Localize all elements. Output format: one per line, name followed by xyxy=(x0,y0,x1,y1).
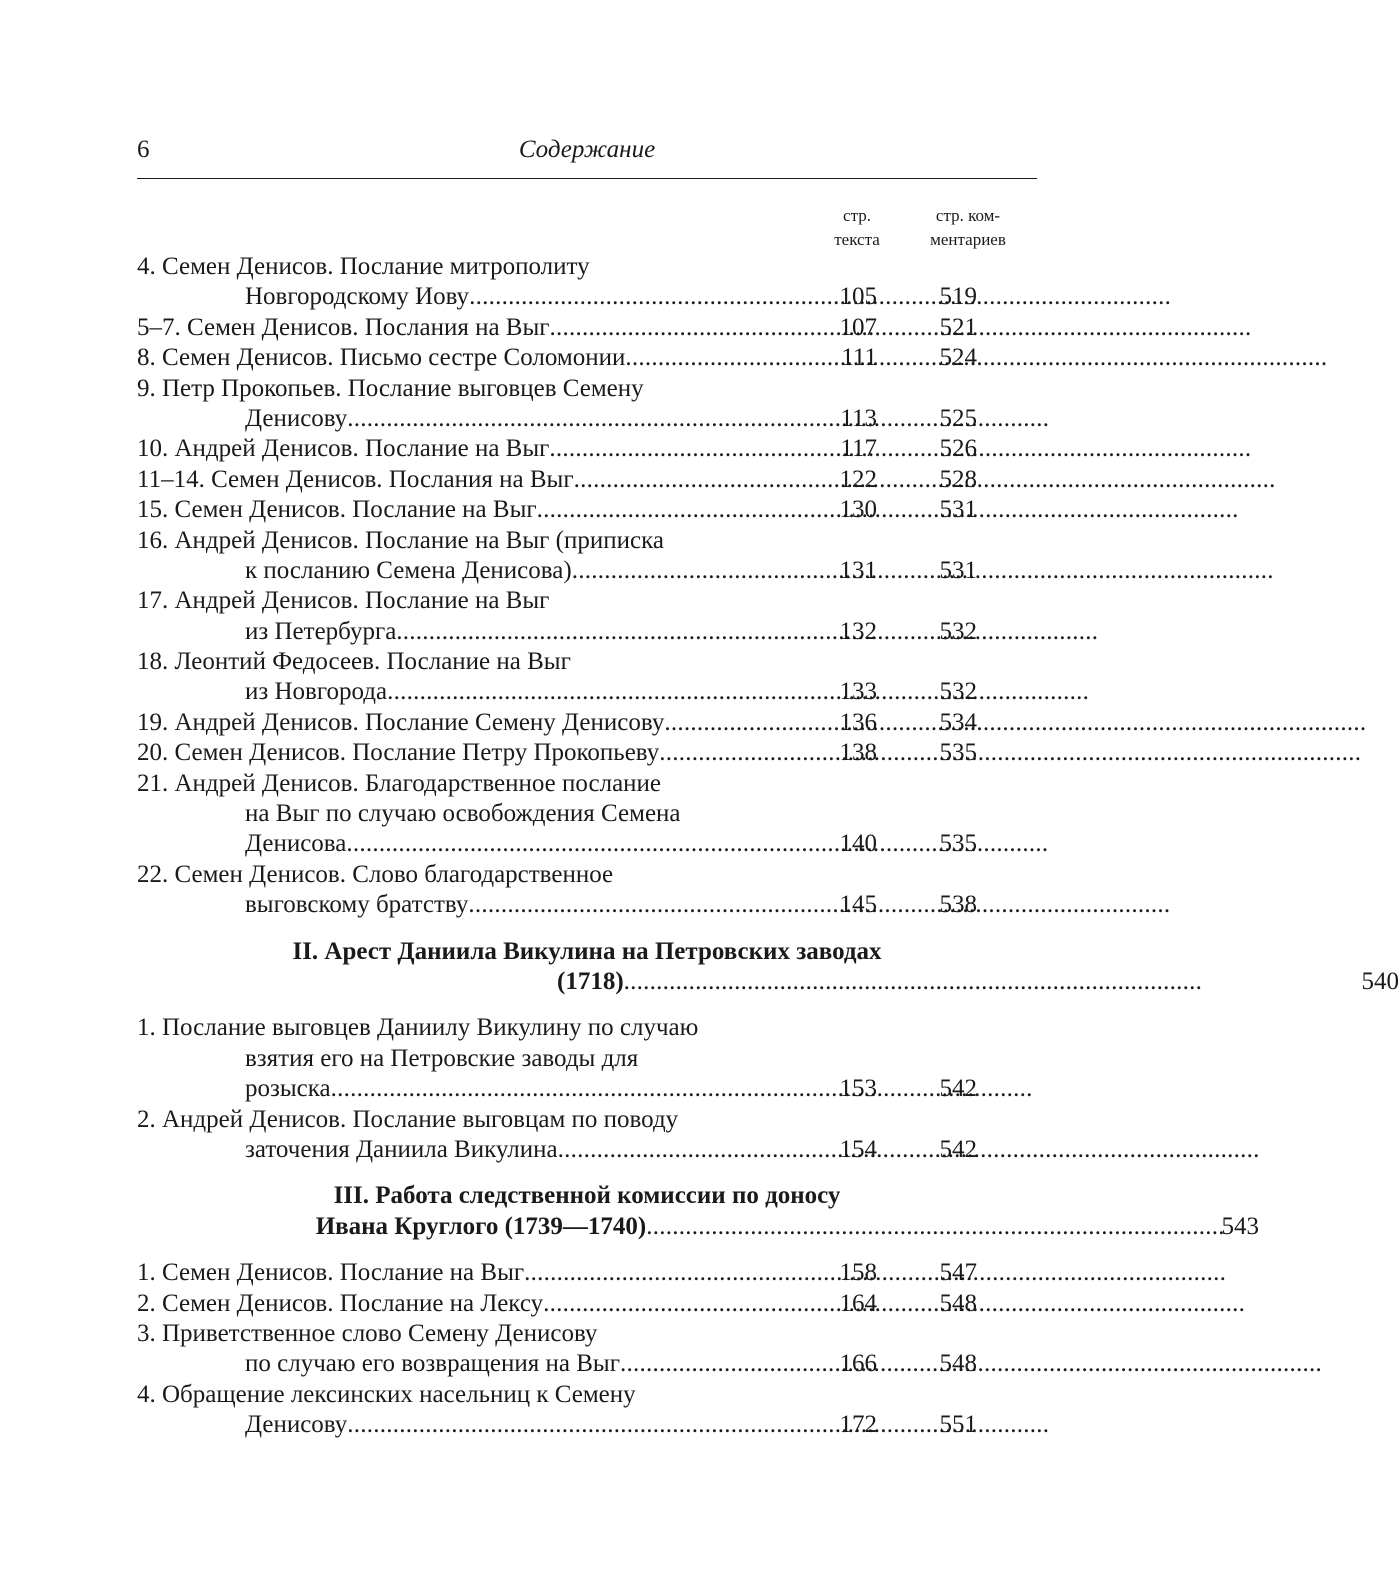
text-page-number: 132 xyxy=(839,617,877,645)
entry-title-line: 2. Семен Денисов. Послание на Лексу xyxy=(137,1289,544,1317)
text-page-number: 166 xyxy=(839,1350,877,1378)
section-heading xyxy=(137,967,1399,997)
comment-page-number: 528 xyxy=(939,465,977,493)
running-title: Содержание xyxy=(518,136,656,163)
entry-title-line: из Петербурга xyxy=(245,617,397,645)
toc-entry xyxy=(137,708,1037,738)
toc-line xyxy=(137,799,1037,829)
entry-leader xyxy=(245,1074,875,1104)
entry-leader xyxy=(137,1258,875,1288)
toc-entry xyxy=(137,556,1037,586)
dot-leader xyxy=(396,617,1095,647)
dot-leader xyxy=(664,708,1363,738)
section-spacer xyxy=(137,1165,1037,1181)
section-leader xyxy=(137,1212,1259,1242)
section-title-line: III. Работа следственной комиссии по доносу xyxy=(333,1182,841,1210)
page-header xyxy=(137,128,1037,172)
text-page-number: 158 xyxy=(839,1259,877,1287)
entry-title-line: 1. Послание выговцев Даниилу Викулину по случаю xyxy=(137,1014,699,1042)
comment-page-number: 519 xyxy=(939,283,977,311)
comment-page-number: 548 xyxy=(939,1350,977,1378)
comment-page-number: 542 xyxy=(939,1075,977,1103)
text-pages-heading: стр. текста xyxy=(834,206,880,249)
toc-entry xyxy=(137,1258,1037,1288)
entry-leader xyxy=(245,829,875,859)
entry-leader xyxy=(137,738,875,768)
section-title-line: II. Арест Даниила Викулина на Петровских заводах xyxy=(292,937,882,965)
entry-title-line: Денисова xyxy=(245,830,347,858)
entry-title-line: из Новгорода xyxy=(245,678,388,706)
toc-entry xyxy=(137,1135,1037,1165)
toc-entry xyxy=(137,495,1037,525)
entry-title-line: розыска xyxy=(245,1075,331,1103)
toc-entry xyxy=(137,677,1037,707)
toc-line xyxy=(137,252,1037,282)
column-headings xyxy=(137,204,1037,254)
entry-leader xyxy=(245,282,875,312)
entry-title-line: 15. Семен Денисов. Послание на Выг xyxy=(137,496,537,524)
toc-entry xyxy=(137,1289,1037,1319)
comment-page-number: 548 xyxy=(939,1289,977,1317)
toc-line xyxy=(137,860,1037,890)
comment-page-number: 532 xyxy=(939,678,977,706)
section-spacer xyxy=(137,997,1037,1013)
entry-leader xyxy=(245,556,875,586)
toc-entry xyxy=(137,282,1037,312)
dot-leader xyxy=(549,434,1248,464)
entry-title-line: 17. Андрей Денисов. Послание на Выг xyxy=(137,587,550,615)
toc-entry xyxy=(137,738,1037,768)
dot-leader xyxy=(572,556,1271,586)
text-page-number: 133 xyxy=(839,678,877,706)
toc-line xyxy=(137,1319,1037,1349)
entry-title-line: 8. Семен Денисов. Письмо сестре Соломонии xyxy=(137,344,626,372)
entry-title-line: 21. Андрей Денисов. Благодарственное послание xyxy=(137,769,662,797)
comment-page-number: 540 xyxy=(1361,967,1399,995)
comment-page-number: 543 xyxy=(1221,1212,1259,1240)
section-heading xyxy=(137,1181,1037,1211)
entry-leader xyxy=(137,313,875,343)
comment-page-number: 542 xyxy=(939,1135,977,1163)
entry-title-line: 2. Андрей Денисов. Послание выговцам по поводу xyxy=(137,1105,679,1133)
toc-line xyxy=(137,1044,1037,1074)
text-page-number: 140 xyxy=(839,830,877,858)
dot-leader xyxy=(550,313,1249,343)
text-page-number: 172 xyxy=(839,1411,877,1439)
dot-leader xyxy=(543,1289,1242,1319)
comment-page-number: 547 xyxy=(939,1259,977,1287)
text-page-number: 164 xyxy=(839,1289,877,1317)
comment-page-number: 524 xyxy=(939,344,977,372)
text-page-number: 153 xyxy=(839,1075,877,1103)
toc-entry xyxy=(137,617,1037,647)
entry-title-line: 1. Семен Денисов. Послание на Выг xyxy=(137,1259,525,1287)
entry-title-line: Денисову xyxy=(245,404,348,432)
dot-leader xyxy=(387,677,1086,707)
comment-page-number: 535 xyxy=(939,830,977,858)
entry-title-line: 19. Андрей Денисов. Послание Семену Денисову xyxy=(137,708,665,736)
text-page-number: 107 xyxy=(839,313,877,341)
section-spacer xyxy=(137,1242,1037,1258)
section-heading xyxy=(137,1212,1259,1242)
toc-line xyxy=(137,1013,1037,1043)
section-spacer xyxy=(137,921,1037,937)
entry-title-line: 5–7. Семен Денисов. Послания на Выг xyxy=(137,313,550,341)
text-page-number: 154 xyxy=(839,1135,877,1163)
toc-entry xyxy=(137,404,1037,434)
header-rule xyxy=(137,178,1037,179)
entry-leader xyxy=(245,617,875,647)
entry-leader xyxy=(245,1135,875,1165)
entry-title-line: 11–14. Семен Денисов. Послания на Выг xyxy=(137,465,574,493)
dot-leader xyxy=(624,967,1362,997)
toc-line xyxy=(137,647,1037,677)
comment-page-number: 531 xyxy=(939,496,977,524)
entry-leader xyxy=(137,1289,875,1319)
entry-title-line: к посланию Семена Денисова) xyxy=(245,556,572,584)
dot-leader xyxy=(659,738,1358,768)
section-heading xyxy=(137,937,1037,967)
dot-leader xyxy=(331,1074,1030,1104)
comment-page-number: 532 xyxy=(939,617,977,645)
entry-title-line: заточения Даниила Викулина xyxy=(245,1135,558,1163)
entry-title-line: Новгородскому Иову xyxy=(245,283,470,311)
comment-page-number: 535 xyxy=(939,739,977,767)
toc-line xyxy=(137,1105,1037,1135)
entry-title-line: 3. Приветственное слово Семену Денисову xyxy=(137,1319,598,1347)
entry-title-line: 4. Семен Денисов. Послание митрополиту xyxy=(137,253,590,280)
entry-title-line: 20. Семен Денисов. Послание Петру Прокопьеву xyxy=(137,739,660,767)
page-number: 6 xyxy=(137,136,150,163)
toc-entry xyxy=(137,313,1037,343)
comment-page-number: 551 xyxy=(939,1411,977,1439)
comment-page-number: 531 xyxy=(939,556,977,584)
entry-leader xyxy=(245,1349,875,1379)
entry-title-line: Денисову xyxy=(245,1411,348,1439)
entry-title-line: 22. Семен Денисов. Слово благодарственное xyxy=(137,860,614,888)
toc-entry xyxy=(137,890,1037,920)
toc-line xyxy=(137,1380,1037,1410)
text-page-number: 105 xyxy=(839,283,877,311)
toc-line xyxy=(137,374,1037,404)
toc-entry xyxy=(137,1349,1037,1379)
entry-title-line: по случаю его возвращения на Выг xyxy=(245,1350,620,1378)
toc-entry xyxy=(137,1410,1037,1440)
entry-leader xyxy=(245,404,875,434)
entry-title-line: выговскому братству xyxy=(245,891,469,919)
comment-page-number: 525 xyxy=(939,404,977,432)
entry-title-line: 16. Андрей Денисов. Послание на Выг (приписка xyxy=(137,526,664,554)
section-leader xyxy=(137,967,1399,997)
comment-pages-heading: стр. ком- ментариев xyxy=(930,206,1006,249)
comment-page-number: 538 xyxy=(939,891,977,919)
dot-leader xyxy=(574,465,1273,495)
dot-leader xyxy=(537,495,1236,525)
comment-page-number: 526 xyxy=(939,435,977,463)
toc-entry xyxy=(137,434,1037,464)
text-page-number: 130 xyxy=(839,496,877,524)
comment-page-number: 521 xyxy=(939,313,977,341)
entry-leader xyxy=(137,343,875,373)
toc-line xyxy=(137,769,1037,799)
section-title-line: (1718) xyxy=(557,967,624,995)
entry-title-line: 10. Андрей Денисов. Послание на Выг xyxy=(137,435,550,463)
text-page-number: 111 xyxy=(841,344,877,372)
entry-leader xyxy=(245,890,875,920)
text-page-number: 113 xyxy=(840,404,877,432)
entry-leader xyxy=(245,1410,875,1440)
text-page-number: 136 xyxy=(839,708,877,736)
entry-title-line: на Выг по случаю освобождения Семена xyxy=(245,800,681,828)
entry-leader xyxy=(245,677,875,707)
entry-leader xyxy=(137,495,875,525)
toc-entry xyxy=(137,465,1037,495)
entry-title-line: 18. Леонтий Федосеев. Послание на Выг xyxy=(137,648,571,676)
entry-title-line: 4. Обращение лексинских насельниц к Семену xyxy=(137,1380,636,1408)
entry-leader xyxy=(137,465,875,495)
toc-line xyxy=(137,526,1037,556)
dot-leader xyxy=(646,1212,1221,1242)
toc-entry xyxy=(137,1074,1037,1104)
entry-title-line: 9. Петр Прокопьев. Послание выговцев Семену xyxy=(137,374,644,402)
entry-leader xyxy=(137,434,875,464)
text-page-number: 138 xyxy=(839,739,877,767)
entry-title-line: взятия его на Петровские заводы для xyxy=(245,1044,639,1072)
comment-page-number: 534 xyxy=(939,708,977,736)
page xyxy=(137,0,1399,1588)
table-of-contents xyxy=(137,252,1399,1440)
section-title-line: Ивана Круглого (1739—1740) xyxy=(315,1212,647,1240)
text-page-number: 145 xyxy=(839,891,877,919)
toc-entry xyxy=(137,343,1037,373)
text-page-number: 131 xyxy=(839,556,877,584)
dot-leader xyxy=(558,1135,1257,1165)
text-page-number: 117 xyxy=(840,435,877,463)
toc-entry xyxy=(137,829,1037,859)
toc-line xyxy=(137,586,1037,616)
entry-leader xyxy=(137,708,875,738)
text-page-number: 122 xyxy=(839,465,877,493)
